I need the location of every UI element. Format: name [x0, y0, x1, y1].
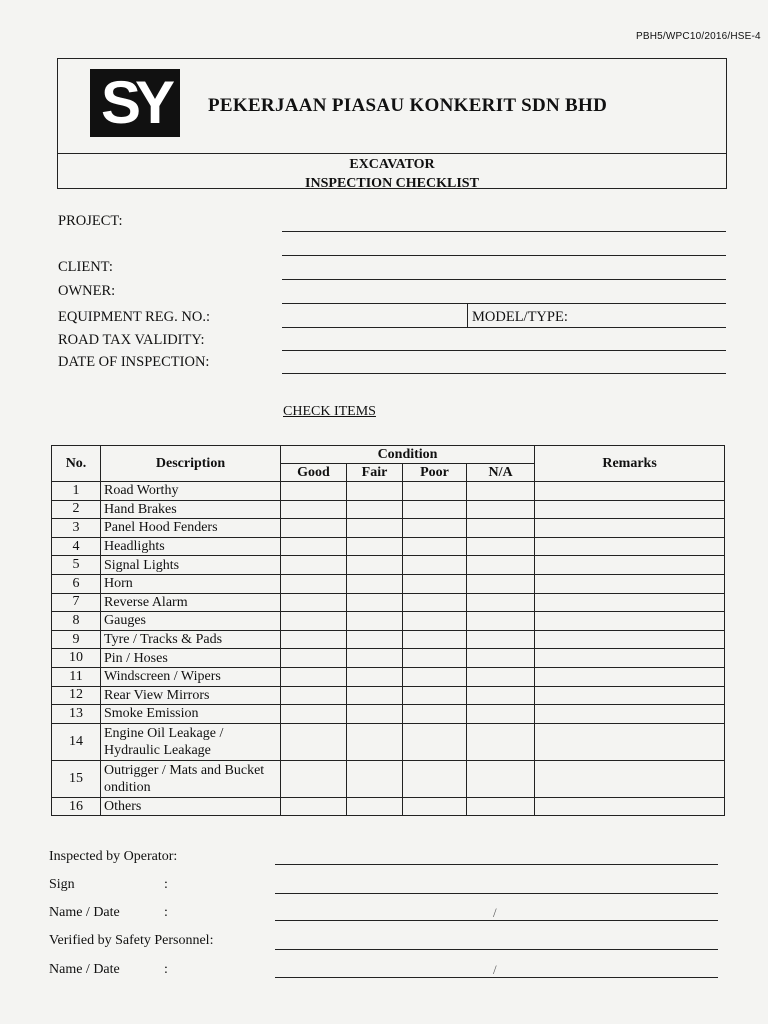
poor-cell[interactable] — [403, 649, 467, 668]
good-cell[interactable] — [281, 593, 347, 612]
row-number: 13 — [52, 705, 101, 724]
client-line[interactable] — [282, 279, 726, 280]
project-line-1[interactable] — [282, 231, 726, 232]
inspected-by-line[interactable] — [275, 864, 718, 865]
document-title — [58, 155, 726, 193]
row-number: 15 — [52, 760, 101, 797]
good-cell[interactable] — [281, 723, 347, 760]
na-cell[interactable] — [467, 667, 535, 686]
fair-cell[interactable] — [347, 556, 403, 575]
fair-cell[interactable] — [347, 482, 403, 501]
row-description: Pin / Hoses — [101, 649, 281, 668]
poor-cell[interactable] — [403, 630, 467, 649]
road-tax-line[interactable] — [282, 350, 726, 351]
remarks-cell[interactable] — [535, 760, 725, 797]
name-date-line-1[interactable] — [275, 920, 718, 921]
row-number: 4 — [52, 537, 101, 556]
good-cell[interactable] — [281, 519, 347, 538]
fair-cell[interactable] — [347, 667, 403, 686]
poor-cell[interactable] — [403, 556, 467, 575]
name-date-line-2[interactable] — [275, 977, 718, 978]
name-date-colon-2: : — [164, 962, 168, 977]
table-row — [52, 797, 725, 816]
na-cell[interactable] — [467, 760, 535, 797]
poor-cell[interactable] — [403, 723, 467, 760]
fair-cell[interactable] — [347, 500, 403, 519]
table-row — [52, 482, 725, 501]
good-cell[interactable] — [281, 500, 347, 519]
row-description: Panel Hood Fenders — [101, 519, 281, 538]
table-row — [52, 556, 725, 575]
header-good: Good — [281, 464, 347, 482]
header-poor: Poor — [403, 464, 467, 482]
fair-cell[interactable] — [347, 723, 403, 760]
header-fair: Fair — [347, 464, 403, 482]
road-tax-label: ROAD TAX VALIDITY: — [58, 332, 205, 348]
row-description: Windscreen / Wipers — [101, 667, 281, 686]
fair-cell[interactable] — [347, 593, 403, 612]
sign-colon: : — [164, 877, 168, 892]
poor-cell[interactable] — [403, 612, 467, 631]
fair-cell[interactable] — [347, 574, 403, 593]
good-cell[interactable] — [281, 537, 347, 556]
row-description: Engine Oil Leakage / Hydraulic Leakage — [101, 723, 281, 760]
na-cell[interactable] — [467, 482, 535, 501]
row-number: 14 — [52, 723, 101, 760]
table-row — [52, 686, 725, 705]
table-row — [52, 630, 725, 649]
good-cell[interactable] — [281, 649, 347, 668]
row-number: 3 — [52, 519, 101, 538]
na-cell[interactable] — [467, 649, 535, 668]
remarks-cell[interactable] — [535, 482, 725, 501]
fair-cell[interactable] — [347, 686, 403, 705]
remarks-cell[interactable] — [535, 686, 725, 705]
remarks-cell[interactable] — [535, 612, 725, 631]
sign-line[interactable] — [275, 893, 718, 894]
name-date-label-1: Name / Date — [49, 905, 120, 920]
remarks-cell[interactable] — [535, 649, 725, 668]
na-cell[interactable] — [467, 519, 535, 538]
na-cell[interactable] — [467, 574, 535, 593]
date-slash-2: / — [493, 962, 497, 977]
good-cell[interactable] — [281, 556, 347, 575]
good-cell[interactable] — [281, 612, 347, 631]
checklist-body — [52, 482, 725, 816]
fair-cell[interactable] — [347, 705, 403, 724]
company-name: PEKERJAAN PIASAU KONKERIT SDN BHD — [208, 95, 608, 116]
row-description: Headlights — [101, 537, 281, 556]
good-cell[interactable] — [281, 797, 347, 816]
row-number: 6 — [52, 574, 101, 593]
model-type-divider — [467, 304, 468, 327]
na-cell[interactable] — [467, 723, 535, 760]
table-row — [52, 667, 725, 686]
sign-label: Sign — [49, 877, 75, 892]
good-cell[interactable] — [281, 686, 347, 705]
header-remarks: Remarks — [535, 446, 725, 482]
table-row — [52, 537, 725, 556]
table-row — [52, 612, 725, 631]
row-description: Outrigger / Mats and Bucket ondition — [101, 760, 281, 797]
row-number: 12 — [52, 686, 101, 705]
checklist-table — [51, 445, 725, 816]
good-cell[interactable] — [281, 574, 347, 593]
title-line-2: INSPECTION CHECKLIST — [305, 176, 479, 191]
row-description: Reverse Alarm — [101, 593, 281, 612]
table-row — [52, 649, 725, 668]
row-description: Road Worthy — [101, 482, 281, 501]
row-number: 8 — [52, 612, 101, 631]
poor-cell[interactable] — [403, 500, 467, 519]
row-number: 7 — [52, 593, 101, 612]
fair-cell[interactable] — [347, 797, 403, 816]
header-na: N/A — [467, 464, 535, 482]
na-cell[interactable] — [467, 556, 535, 575]
row-description: Gauges — [101, 612, 281, 631]
verified-by-label: Verified by Safety Personnel: — [49, 933, 214, 948]
verified-by-line[interactable] — [275, 949, 718, 950]
fair-cell[interactable] — [347, 630, 403, 649]
header-box — [57, 58, 727, 189]
na-cell[interactable] — [467, 500, 535, 519]
poor-cell[interactable] — [403, 760, 467, 797]
poor-cell[interactable] — [403, 667, 467, 686]
document-reference: PBH5/WPC10/2016/HSE-4 — [636, 31, 761, 42]
client-label: CLIENT: — [58, 259, 113, 275]
poor-cell[interactable] — [403, 797, 467, 816]
project-line-2[interactable] — [282, 255, 726, 256]
good-cell[interactable] — [281, 630, 347, 649]
date-slash-1: / — [493, 905, 497, 920]
row-description: Rear View Mirrors — [101, 686, 281, 705]
poor-cell[interactable] — [403, 705, 467, 724]
row-number: 5 — [52, 556, 101, 575]
fair-cell[interactable] — [347, 649, 403, 668]
table-row — [52, 574, 725, 593]
good-cell[interactable] — [281, 667, 347, 686]
row-number: 11 — [52, 667, 101, 686]
table-row — [52, 705, 725, 724]
equipment-reg-label: EQUIPMENT REG. NO.: — [58, 309, 210, 325]
row-description: Signal Lights — [101, 556, 281, 575]
poor-cell[interactable] — [403, 482, 467, 501]
remarks-cell[interactable] — [535, 537, 725, 556]
poor-cell[interactable] — [403, 593, 467, 612]
name-date-colon-1: : — [164, 905, 168, 920]
header-description: Description — [101, 446, 281, 482]
table-row — [52, 723, 725, 760]
check-items-heading: CHECK ITEMS — [283, 404, 376, 419]
poor-cell[interactable] — [403, 537, 467, 556]
row-description: Others — [101, 797, 281, 816]
fair-cell[interactable] — [347, 519, 403, 538]
row-description: Horn — [101, 574, 281, 593]
good-cell[interactable] — [281, 482, 347, 501]
title-line-1: EXCAVATOR — [349, 157, 435, 172]
remarks-cell[interactable] — [535, 574, 725, 593]
row-number: 1 — [52, 482, 101, 501]
na-cell[interactable] — [467, 705, 535, 724]
poor-cell[interactable] — [403, 686, 467, 705]
row-number: 2 — [52, 500, 101, 519]
row-number: 10 — [52, 649, 101, 668]
poor-cell[interactable] — [403, 519, 467, 538]
project-label: PROJECT: — [58, 213, 123, 229]
remarks-cell[interactable] — [535, 667, 725, 686]
row-description: Hand Brakes — [101, 500, 281, 519]
model-type-label: MODEL/TYPE: — [472, 309, 568, 325]
inspected-by-label: Inspected by Operator: — [49, 849, 178, 864]
fair-cell[interactable] — [347, 537, 403, 556]
remarks-cell[interactable] — [535, 593, 725, 612]
fair-cell[interactable] — [347, 760, 403, 797]
table-row — [52, 593, 725, 612]
table-row — [52, 500, 725, 519]
good-cell[interactable] — [281, 705, 347, 724]
date-of-inspection-line[interactable] — [282, 373, 726, 374]
na-cell[interactable] — [467, 630, 535, 649]
na-cell[interactable] — [467, 797, 535, 816]
na-cell[interactable] — [467, 593, 535, 612]
table-row — [52, 760, 725, 797]
header-no: No. — [52, 446, 101, 482]
row-description: Tyre / Tracks & Pads — [101, 630, 281, 649]
owner-label: OWNER: — [58, 283, 116, 299]
na-cell[interactable] — [467, 686, 535, 705]
remarks-cell[interactable] — [535, 705, 725, 724]
poor-cell[interactable] — [403, 574, 467, 593]
na-cell[interactable] — [467, 612, 535, 631]
date-of-inspection-label: DATE OF INSPECTION: — [58, 354, 210, 370]
row-number: 16 — [52, 797, 101, 816]
row-number: 9 — [52, 630, 101, 649]
remarks-cell[interactable] — [535, 630, 725, 649]
header-divider — [58, 153, 726, 154]
row-description: Smoke Emission — [101, 705, 281, 724]
equipment-reg-line[interactable] — [282, 327, 726, 328]
remarks-cell[interactable] — [535, 556, 725, 575]
table-row — [52, 519, 725, 538]
remarks-cell[interactable] — [535, 500, 725, 519]
company-logo: SY — [90, 69, 180, 137]
fair-cell[interactable] — [347, 612, 403, 631]
name-date-label-2: Name / Date — [49, 962, 120, 977]
header-condition: Condition — [281, 446, 535, 464]
owner-line[interactable] — [282, 303, 726, 304]
na-cell[interactable] — [467, 537, 535, 556]
good-cell[interactable] — [281, 760, 347, 797]
remarks-cell[interactable] — [535, 723, 725, 760]
remarks-cell[interactable] — [535, 797, 725, 816]
remarks-cell[interactable] — [535, 519, 725, 538]
